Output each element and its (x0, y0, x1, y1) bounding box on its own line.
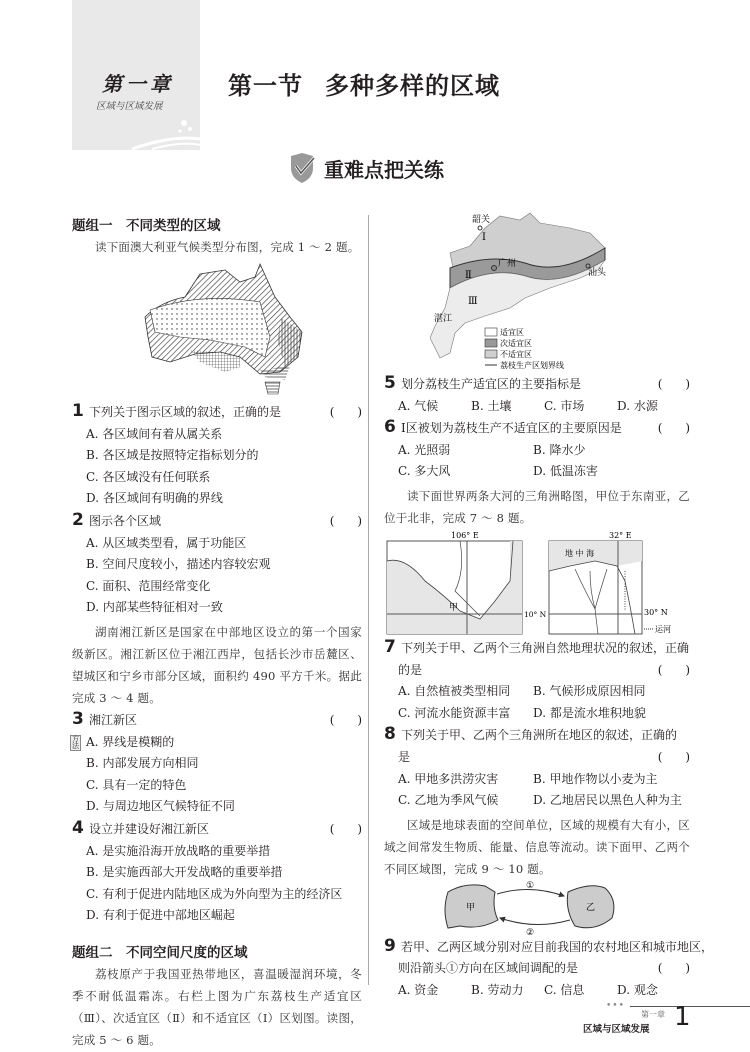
option-d: D. 各区域间有明确的界线 (86, 491, 223, 506)
group2-heading: 题组二 不同空间尺度的区域 (72, 944, 248, 961)
australia-climate-map (140, 262, 305, 397)
option-a: A. 光照弱 (398, 442, 451, 457)
question-text: 下列关于甲、乙两个三角洲所在地区的叙述，正确的 (401, 728, 678, 743)
option-b: B. 降水少 (533, 442, 586, 457)
question-stem (72, 401, 362, 424)
zone-3-label: Ⅲ (468, 296, 478, 307)
chapter-banner (72, 0, 200, 150)
question-stem (384, 373, 690, 396)
question-text-line2: 是 (398, 749, 411, 764)
group1-passage-xiangjiang: 湖南湘江新区是国家在中部地区设立的第一个国家级新区。湘江新区位于湘江西岸，包括长沙市岳麓区、望城区和宁乡市部分区域，面积约 490 平方千米。据此完成 3 ～ 4 题。 (72, 624, 362, 705)
option-d: D. 水源 (617, 398, 658, 413)
option-a: A. 是实施沿海开放战略的重要举措 (86, 843, 271, 858)
question-stem (384, 724, 690, 747)
city-shantou: 汕头 (588, 268, 607, 278)
legend-boundary: 荔枝生产区划界线 (500, 361, 564, 370)
option-b: B. 各区域是按照特定指标划分的 (86, 448, 259, 463)
sea-label: 地 中 海 (565, 548, 595, 558)
method-tag: 方法 (72, 734, 79, 750)
option-c: C. 河流水能资源丰富 (398, 705, 511, 720)
option-c: C. 市场 (544, 398, 585, 413)
group2-passage-lychee: 荔枝原产于我国亚热带地区，喜温暖湿润环境，冬季不耐低温霜冻。右栏上图为广东荔枝生产适宜区（Ⅲ）、次适宜区（Ⅱ）和不适宜区（Ⅰ）区划图。读图，完成 5 ～ 6 题。 (72, 966, 362, 1047)
question-9 (384, 935, 714, 1002)
answer-options (384, 396, 690, 418)
city-shaoguan: 韶关 (472, 215, 491, 225)
arrow-2-label: ② (526, 927, 535, 936)
answer-options (72, 533, 362, 619)
answer-options (384, 440, 690, 483)
mekong-delta-map (387, 531, 547, 634)
answer-bracket: ( ) (657, 377, 690, 391)
option-b: B. 甲地作物以小麦为主 (533, 771, 658, 786)
region-passage: 区域是地球表面的空间单位，区域的规模有大有小，区域之间常发生物质、能量、信息等流动。读下面甲、乙两个不同区域图，完成 9 ～ 10 题。 (384, 817, 690, 876)
question-3 (72, 709, 362, 818)
practice-label: 重难点把关练 (324, 157, 444, 182)
lat-10n: 10° N (524, 609, 547, 619)
answer-bracket: ( ) (657, 662, 690, 677)
question-text: 湘江新区 (89, 712, 138, 727)
question-text: 下列关于甲、乙两个三角洲自然地理状况的叙述，正确 (401, 640, 690, 655)
answer-options (384, 681, 690, 724)
question-2 (72, 510, 362, 619)
option-d: D. 内部某些特征相对一致 (86, 600, 223, 615)
lon-106e: 106° E (451, 530, 479, 540)
question-text: 若甲、乙两区域分别对应目前我国的农村地区和城市地区， (401, 939, 714, 954)
question-1 (72, 401, 362, 510)
question-text: 图示各个区域 (89, 513, 162, 528)
section-number: 第一节 (228, 72, 303, 100)
delta-maps (385, 531, 685, 637)
lon-32e: 32° E (609, 530, 632, 540)
answer-bracket: ( ) (329, 821, 362, 836)
option-b: B. 内部发展方向相同 (86, 756, 199, 771)
option-d: D. 低温冻害 (533, 464, 598, 479)
question-number: 5 (384, 373, 396, 393)
question-6 (384, 417, 690, 483)
footer-chapter: 第一章 (641, 1010, 665, 1019)
zone-1-label: Ⅰ (482, 232, 486, 243)
question-text: 划分荔枝生产适宜区的主要指标是 (401, 377, 582, 391)
question-text: Ⅰ区被划为荔枝生产不适宜区的主要原因是 (401, 421, 622, 436)
page-number: 1 (674, 1002, 691, 1032)
question-text-line2: 的是 (398, 662, 423, 677)
delta-passage: 读下面世界两条大河的三角洲略图，甲位于东南亚，乙位于北非，完成 7 ～ 8 题。 (384, 488, 690, 525)
question-stem-continued (384, 958, 690, 980)
city-zhanjiang: 湛江 (434, 314, 453, 324)
option-c: C. 有利于促进内陆地区成为外向型为主的经济区 (86, 886, 343, 901)
question-number: 8 (384, 724, 396, 745)
column-divider (368, 215, 369, 985)
legend-suitable: 适宜区 (500, 328, 524, 337)
option-b: B. 气候形成原因相同 (533, 684, 646, 699)
question-text: 设立并建设好湘江新区 (89, 821, 210, 836)
option-a: A. 从区域类型看，属于功能区 (86, 535, 247, 550)
question-stem (384, 935, 714, 959)
city-guangzhou: 广州 (498, 259, 517, 269)
section-name: 多种多样的区域 (325, 72, 500, 100)
practice-heading (288, 152, 444, 184)
question-stem (72, 510, 362, 533)
left-column (72, 216, 362, 1051)
question-stem (72, 818, 362, 841)
section-title (228, 66, 500, 101)
answer-bracket: ( ) (329, 405, 362, 419)
option-d: D. 乙地居民以黑色人种为主 (533, 793, 682, 808)
question-number: 6 (384, 417, 396, 438)
option-d: D. 有利于促进中部地区崛起 (86, 908, 235, 923)
answer-options (384, 980, 690, 1002)
option-a: A. 气候 (398, 398, 439, 413)
chapter-title: 第一章 (102, 72, 174, 96)
question-4 (72, 818, 362, 927)
option-c: C. 信息 (544, 982, 585, 997)
option-b: B. 土壤 (471, 398, 512, 413)
option-d: D. 观念 (617, 982, 658, 997)
answer-bracket: ( ) (657, 421, 690, 436)
answer-bracket: ( ) (657, 961, 690, 976)
region-yi: 乙 (586, 902, 596, 913)
canal-legend: 运河 (655, 624, 671, 634)
option-a: A. 自然植被类型相同 (398, 684, 511, 699)
question-text-line2: 则沿箭头①方向在区域间调配的是 (398, 961, 579, 976)
arrow-1-label: ① (526, 880, 535, 891)
shield-check-icon (288, 152, 316, 184)
question-stem (384, 417, 690, 440)
option-b: B. 空间尺度较小，描述内容较宏观 (86, 557, 271, 572)
answer-options (384, 769, 690, 812)
answer-bracket: ( ) (329, 712, 362, 727)
answer-options (72, 841, 362, 927)
question-number: 3 (72, 708, 84, 729)
question-number: 7 (384, 636, 396, 657)
answer-bracket: ( ) (329, 513, 362, 528)
lat-30n: 30° N (644, 607, 668, 617)
question-text: 下列关于图示区域的叙述，正确的是 (89, 405, 282, 419)
group1-heading: 题组一 不同类型的区域 (72, 218, 221, 234)
question-8 (384, 724, 690, 811)
chapter-subtitle: 区域与区域发展 (96, 101, 163, 112)
zone-2-label: Ⅱ (465, 270, 472, 281)
question-number: 2 (72, 509, 84, 530)
decorative-swirl-icon (132, 105, 200, 150)
option-c: C. 面积、范围经常变化 (86, 578, 211, 593)
question-number: 9 (384, 935, 396, 956)
option-c: C. 乙地为季风气候 (398, 793, 499, 808)
answer-options (72, 424, 362, 510)
option-b: B. 劳动力 (471, 982, 524, 997)
option-b: B. 是实施西部大开发战略的重要举措 (86, 865, 283, 880)
option-c: C. 多大风 (398, 464, 451, 479)
nile-delta-map (549, 531, 671, 634)
question-number: 1 (72, 401, 84, 421)
delta-jia-label: 甲 (449, 602, 459, 613)
question-7 (384, 637, 690, 724)
footer-dots: ••• (606, 1001, 625, 1011)
question-number: 4 (72, 817, 84, 838)
option-c: C. 各区域没有任何联系 (86, 469, 211, 484)
group1-intro: 读下面澳大利亚气候类型分布图，完成 1 ～ 2 题。 (95, 240, 360, 254)
answer-bracket: ( ) (657, 749, 690, 764)
option-d: D. 与周边地区气候特征不同 (86, 799, 235, 814)
question-stem (72, 709, 362, 732)
legend-sub-suitable: 次适宜区 (500, 339, 532, 348)
question-stem-continued (384, 660, 690, 682)
region-flow-diagram (440, 880, 640, 936)
question-stem-continued (384, 747, 690, 769)
question-5 (384, 373, 690, 417)
option-a: A. 资金 (398, 982, 439, 997)
map-legend (485, 327, 564, 370)
option-a: A. 甲地多洪涝灾害 (398, 771, 499, 786)
option-d: D. 都是流水堆积地貌 (533, 705, 646, 720)
region-jia: 甲 (466, 902, 476, 913)
option-c: C. 具有一定的特色 (86, 777, 187, 792)
option-a: A. 各区域间有着从属关系 (86, 426, 223, 441)
right-column (384, 208, 714, 1002)
guangdong-lychee-map (430, 208, 630, 373)
legend-unsuitable: 不适宜区 (500, 350, 532, 359)
answer-options (72, 732, 362, 818)
footer-subtitle: 区域与区域发展 (583, 1024, 650, 1035)
question-stem (384, 637, 690, 660)
option-a: A. 界线是模糊的 (86, 734, 175, 749)
